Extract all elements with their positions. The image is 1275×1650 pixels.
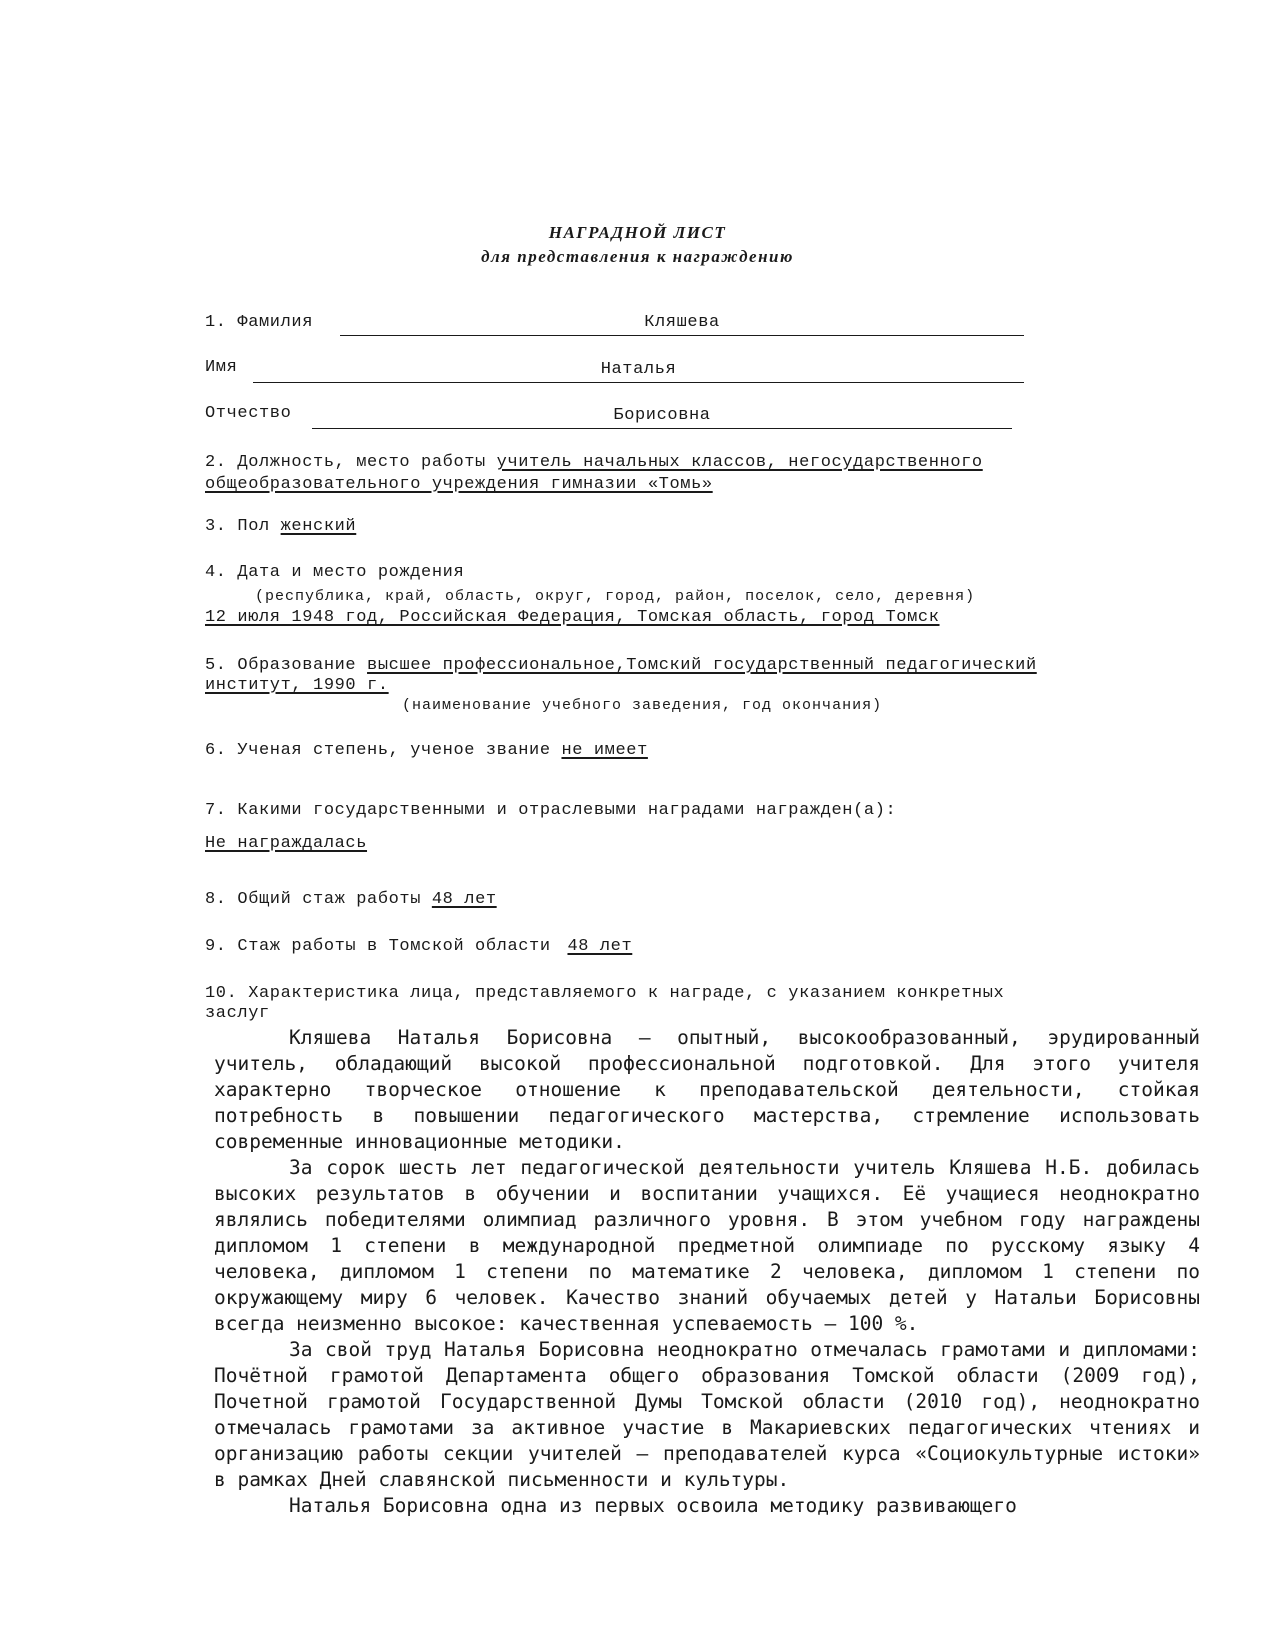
experience-value: 48 лет	[431, 890, 497, 909]
awards-label: 7. Какими государственными и отраслевыми наградами награжден(а):	[205, 801, 897, 820]
surname-field: Кляшева	[340, 313, 1024, 336]
characteristic-paragraph-2: За сорок шесть лет педагогической деятельности учитель Кляшева Н.Б. добилась высоких результатов в обучении и воспитании учащихся. Её учащиеся неоднократно являлись победителями олимпиад различного уровня. В этом учебном году награждены дипломом 1 степени в международной предметной олимпиаде по русскому языку 4 человека, дипломом 1 степени по математике 2 человека, дипломом 1 степени по окружающему миру 6 человек. Качество знаний обучаемых детей у Натальи Борисовны всегда неизменно высокое: качественная успеваемость – 100 %.	[214, 1156, 1200, 1335]
birth-hint: (республика, край, область, округ, город, район, поселок, село, деревня)	[255, 588, 976, 605]
region-experience-row	[205, 937, 632, 956]
degree-value: не имеет	[561, 741, 648, 760]
experience-label: 8. Общий стаж работы	[205, 890, 422, 909]
name-label: Имя	[205, 358, 238, 377]
patronymic-label: Отчество	[205, 404, 292, 423]
surname-label: 1. Фамилия	[205, 313, 314, 332]
name-field: Наталья	[253, 360, 1024, 383]
education-hint: (наименование учебного заведения, год окончания)	[402, 697, 883, 714]
degree-label: 6. Ученая степень, ученое звание	[205, 741, 551, 760]
document-subtitle: для представления к награждению	[481, 247, 794, 266]
education-row	[205, 656, 1037, 675]
education-value-cont: институт, 1990 г.	[205, 676, 389, 695]
document-title: НАГРАДНОЙ ЛИСТ	[548, 223, 727, 242]
experience-row	[205, 890, 497, 909]
position-value: учитель начальных классов, негосударственного	[496, 453, 983, 472]
awards-value: Не награждалась	[205, 834, 368, 853]
sex-value: женский	[280, 517, 357, 536]
sex-row	[205, 517, 356, 536]
characteristic-paragraph-4: Наталья Борисовна одна из первых освоила методику развивающего	[289, 1494, 1017, 1517]
characteristic-label: 10. Характеристика лица, представляемого к награде, с указанием конкретных	[205, 984, 1005, 1003]
education-value: высшее профессиональное,Томский государственный педагогический	[367, 656, 1037, 675]
sex-label: 3. Пол	[205, 517, 270, 536]
position-row	[205, 453, 983, 472]
region-experience-value: 48 лет	[567, 937, 633, 956]
characteristic-paragraph-1: Кляшева Наталья Борисовна – опытный, высокообразованный, эрудированный учитель, обладающий высокой профессиональной подготовкой. Для этого учителя характерно творческое отношение к преподавательской деятельности, стойкая потребность в повышении педагогического мастерства, стремление использовать современные инновационные методики.	[214, 1026, 1200, 1153]
education-label: 5. Образование	[205, 656, 357, 675]
position-label: 2. Должность, место работы	[205, 453, 486, 472]
birth-label: 4. Дата и место рождения	[205, 563, 465, 582]
region-experience-label: 9. Стаж работы в Томской области	[205, 937, 551, 956]
characteristic-text	[214, 1025, 1200, 1519]
degree-row	[205, 741, 648, 760]
characteristic-label-cont: заслуг	[205, 1004, 270, 1023]
characteristic-paragraph-3: За свой труд Наталья Борисовна неоднократно отмечалась грамотами и дипломами: Почётной грамотой Департамента общего образования Томской области (2009 год), Почетной грамотой Государственной Думы Томской области (2010 год), неоднократно отмечалась грамотами за активное участие в Макариевских педагогических чтениях и организацию работы секции учителей – преподавателей курса «Социокультурные истоки» в рамках Дней славянской письменности и культуры.	[214, 1338, 1200, 1491]
birth-value: 12 июля 1948 год, Российская Федерация, Томская область, город Томск	[205, 608, 940, 627]
patronymic-field: Борисовна	[312, 406, 1012, 429]
position-value-cont: общеобразовательного учреждения гимназии «Томь»	[205, 475, 713, 494]
